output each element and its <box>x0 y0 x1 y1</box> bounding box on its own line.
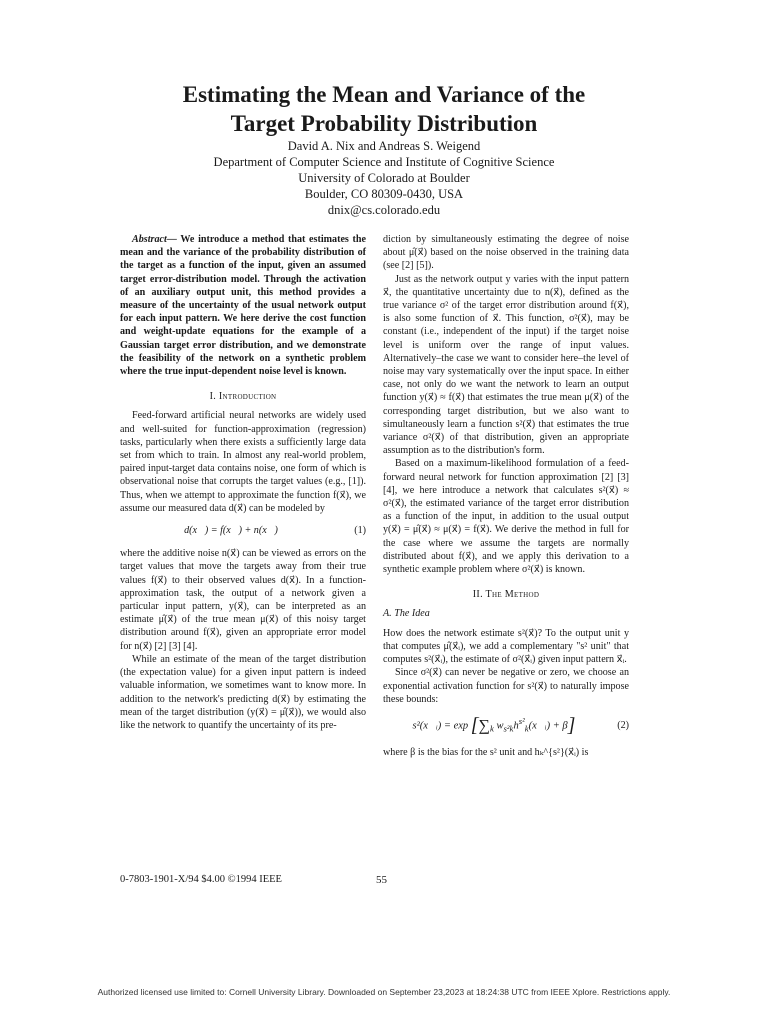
equation-2-number: (2) <box>617 719 629 731</box>
right-paragraph-1: diction by simultaneously estimating the degree of noise about μ̂(x⃗) based on the noise observed in the training data (see [2] [5]). <box>383 234 629 272</box>
equation-1 <box>120 524 366 537</box>
equation-2-weight: w <box>496 720 504 732</box>
equation-2-h-sub: k <box>524 723 529 734</box>
equation-2-weight-sub: s²k <box>503 723 514 734</box>
equation-2-right-bracket: ] <box>567 714 576 737</box>
paper-title-line-1: Estimating the Mean and Variance of the <box>182 82 586 107</box>
email: dnix@cs.colorado.edu <box>327 203 441 217</box>
subsection-a-heading: A. The Idea <box>383 608 430 620</box>
equation-2-lhs: s²(x⃗ᵢ) = exp <box>412 720 469 732</box>
equation-1-number: (1) <box>354 525 366 537</box>
equation-2-sum-index: k <box>489 723 494 734</box>
equation-1-body: d(x⃗) = f(x⃗) + n(x⃗) <box>184 525 278 537</box>
address: Boulder, CO 80309-0430, USA <box>304 187 464 201</box>
section-1-heading: I. Introduction <box>209 391 277 403</box>
authors: David A. Nix and Andreas S. Weigend <box>287 139 481 153</box>
equation-2-left-bracket: [ <box>470 714 479 737</box>
section-2-heading: II. The Method <box>472 589 540 601</box>
equation-2-body <box>383 715 605 736</box>
right-paragraph-3: Based on a maximum-likelihood formulation of a feed-forward neural network for function approximation [2] [3] [4], we here introduce a network that calculates s²(x⃗) ≈ σ²(x⃗), the estimated variance of the target error distribution as a function of the input, in addition to the usual output y(x⃗) = μ̂(x⃗) ≈ μ(x⃗) = f(x⃗). We derive the method in full for the case where we assume the targets are normally distributed about f(x⃗), and we apply this derivation to a synthetic example problem where σ²(x⃗) is known. <box>383 458 629 576</box>
abstract-text: We introduce a method that estimates the mean and the variance of the probability distribution of the target as a function of the input, given an assumed target error-distribution model. Through the activation of an auxiliary output unit, this method provides a measure of the uncertainty of the usual network output for each input pattern. We here derive the cost function and weight-update equations for the example of a Gaussian target error distribution, and we demonstrate the feasibility of the network on a synthetic problem where the true input-dependent noise level is known. <box>120 234 366 378</box>
method-paragraph-2: Since σ²(x⃗) can never be negative or zero, we choose an exponential activation function for s²(x⃗) to naturally impose these bounds: <box>383 667 629 705</box>
left-column <box>120 233 366 732</box>
right-paragraph-2: Just as the network output y varies with the input pattern x⃗, the quantitative uncertainty due to n(x⃗), defined as the true variance σ² of the target error distribution around f(x⃗), is also some function of x⃗. This function, σ²(x⃗), may be constant (i.e., independent of the input) if the target noise level is uniform over the range of input values. Alternatively–the case we want to consider here–the level of noise may vary systematically over the input space. In either case, not only do we want the network to learn an output function y(x⃗) ≈ f(x⃗) that estimates the true mean μ(x⃗) of the corresponding target distribution, but we also want to simultaneously learn a function s²(x⃗) that estimates the true variance σ²(x⃗) of that distribution, given an appropriate assumption as to the distribution's form. <box>383 273 629 457</box>
equation-2 <box>383 715 629 736</box>
method-paragraph-1: How does the network estimate s²(x⃗)? To the output unit y that computes μ̂(x⃗ᵢ), we add a complementary "s² unit" that computes s²(x⃗ᵢ), the estimate of σ²(x⃗ᵢ) given input pattern x⃗ᵢ. <box>383 627 629 666</box>
right-column <box>383 233 629 759</box>
intro-paragraph-1: Feed-forward artificial neural networks are widely used and well-suited for function-approximation (regression) tasks, particularly when there exists a sufficiently large data set from which to train. In almost any real-world problem, paired input-target data contains noise, one form of which is observational noise that corrupts the target values (e.g., [1]). Thus, when we attempt to approximate the function f(x⃗), we assume our measured data d(x⃗) can be modeled by <box>120 410 366 514</box>
page-number: 55 <box>376 874 387 886</box>
intro-paragraph-3: While an estimate of the mean of the target distribution (the expectation value) for a given input pattern is indeed valuable information, we sometimes want to know more. In addition to the network's predicting d(x⃗) by estimating the mean of the target distribution (y(x⃗) = μ̂(x⃗)), we would also like the network to quantify the uncertainty of its pre- <box>120 653 366 731</box>
equation-2-h-sup: s² <box>518 715 525 726</box>
equation-2-rest: (x⃗ᵢ) + β <box>528 720 568 732</box>
affiliation-university: University of Colorado at Boulder <box>298 171 470 185</box>
abstract-label: Abstract— <box>132 234 177 245</box>
method-paragraph-3: where β is the bias for the s² unit and hₖ^{s²}(x⃗ᵢ) is <box>383 746 589 758</box>
copyright-line: 0-7803-1901-X/94 $4.00 ©1994 IEEE <box>120 874 282 885</box>
authorization-notice: Authorized licensed use limited to: Cornell University Library. Downloaded on September 23,2023 at 18:24:38 UTC from IEEE Xplore. Restrictions apply. <box>97 987 671 997</box>
equation-2-sum: ∑ <box>478 717 490 735</box>
abstract <box>120 233 366 378</box>
affiliation-department: Department of Computer Science and Institute of Cognitive Science <box>213 155 555 169</box>
intro-paragraph-2: where the additive noise n(x⃗) can be viewed as errors on the target values that move the targets away from their true values f(x⃗) to their observed values d(x⃗). In a function-approximation task, the output of a network given a particular input pattern, y(x⃗), can be interpreted as an estimate μ̂(x⃗) of the true mean μ(x⃗) of this noisy target distribution around f(x⃗), given an appropriate error model for n(x⃗) [2] [3] [4]. <box>120 548 366 652</box>
equation-2-h: h <box>513 720 519 732</box>
paper-title-line-2: Target Probability Distribution <box>230 111 538 136</box>
